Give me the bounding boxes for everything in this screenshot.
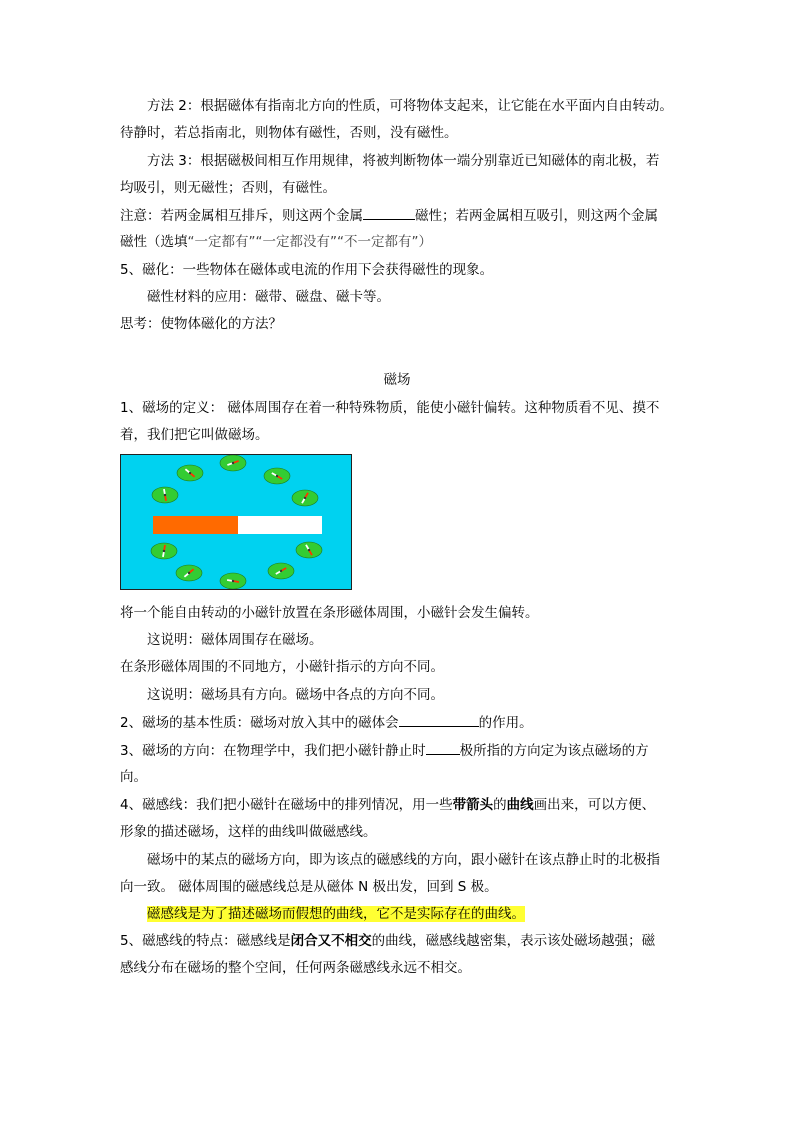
direction-line2: 向。 xyxy=(120,769,147,785)
fl-text-a: 4、磁感线：我们把小磁针在磁场中的排列情况，用一些 xyxy=(120,797,453,813)
features-bold: 闭合又不相交 xyxy=(290,933,372,949)
direction-text-b: 极所指的方向定为该点磁场的方 xyxy=(459,743,649,759)
observation1-explain: 这说明：磁体周围存在磁场。 xyxy=(147,632,323,648)
compass-needle-icon xyxy=(220,455,246,471)
magnet-north-half xyxy=(153,516,238,534)
compass-needle-icon xyxy=(292,490,318,506)
property-text-b: 的作用。 xyxy=(478,715,533,731)
features-text-b: 的曲线，磁感线越密集，表示该处磁场越强；磁 xyxy=(371,933,656,949)
observation2-explain: 这说明：磁场具有方向。磁场中各点的方向不同。 xyxy=(147,687,444,703)
observation1-line: 将一个能自由转动的小磁针放置在条形磁体周围，小磁针会发生偏转。 xyxy=(120,605,539,621)
note-text-a: 注意：若两金属相互排斥，则这两个金属 xyxy=(120,208,363,224)
field-direction-line2: 向一致。 磁体周围的磁感线总是从磁体 N 极出发，回到 S 极。 xyxy=(120,879,498,895)
compass-needle-icon xyxy=(268,563,294,579)
application-line: 磁性材料的应用：磁带、磁盘、磁卡等。 xyxy=(147,289,390,305)
compass-needle-icon xyxy=(264,468,290,484)
compass-needle-icon xyxy=(296,542,322,558)
features-line2: 感线分布在磁场的整个空间，任何两条磁感线永远不相交。 xyxy=(120,960,471,976)
direction-text-a: 3、磁场的方向：在物理学中，我们把小磁针静止时 xyxy=(120,743,426,759)
definition-line1: 1、磁场的定义： 磁体周围存在着一种特殊物质，能使小磁针偏转。这种物质看不见、摸不 xyxy=(120,400,660,416)
compass-needle-icon xyxy=(151,543,177,559)
fl-bold-curve: 曲线 xyxy=(506,797,534,813)
bar-magnet-compass-figure xyxy=(120,454,352,590)
note-line1 xyxy=(120,205,680,226)
fl-bold-arrow: 带箭头 xyxy=(452,797,494,813)
features-line1 xyxy=(120,931,680,951)
method2-line2: 待静时，若总指南北，则物体有磁性，否则，没有磁性。 xyxy=(120,125,458,141)
note-text-c: 磁性（选填 xyxy=(120,234,188,250)
note-text-b: 磁性；若两金属相互吸引，则这两个金属 xyxy=(415,208,658,224)
features-text-a: 5、磁感线的特点：磁感线是 xyxy=(120,933,291,949)
magnet-south-half xyxy=(238,516,322,534)
compass-needle-icon xyxy=(177,465,203,481)
method3-line2: 均吸引，则无磁性；否则，有磁性。 xyxy=(120,180,336,196)
direction-line1 xyxy=(120,740,680,761)
compass-needle-icon xyxy=(176,565,202,581)
highlight-line xyxy=(147,904,707,924)
magnetization-line: 5、磁化：一些物体在磁体或电流的作用下会获得磁性的现象。 xyxy=(120,262,494,278)
property-line xyxy=(120,712,680,733)
fill-blank-2[interactable] xyxy=(399,712,479,727)
method3-line1: 方法 3：根据磁极间相互作用规律，将被判断物体一端分别靠近已知磁体的南北极，若 xyxy=(147,153,660,169)
method2-line1: 方法 2：根据磁体有指南北方向的性质，可将物体支起来，让它能在水平面内自由转动。 xyxy=(147,98,673,114)
compass-needle-icon xyxy=(220,573,246,589)
compass-needle-icon xyxy=(152,487,178,503)
section-title: 磁场 xyxy=(383,372,411,388)
highlight-text: 磁感线是为了描述磁场而假想的曲线，它不是实际存在的曲线。 xyxy=(147,906,525,922)
fill-blank-1[interactable] xyxy=(363,205,415,220)
field-line-def1 xyxy=(120,795,680,815)
definition-line2: 着，我们把它叫做磁场。 xyxy=(120,427,269,443)
observation2-line: 在条形磁体周围的不同地方，小磁针指示的方向不同。 xyxy=(120,659,444,675)
fl-text-c: 画出来，可以方便、 xyxy=(533,797,656,813)
figure-svg xyxy=(121,455,351,589)
property-text-a: 2、磁场的基本性质：磁场对放入其中的磁体会 xyxy=(120,715,399,731)
field-line-def2: 形象的描述磁场，这样的曲线叫做磁感线。 xyxy=(120,824,377,840)
fl-text-b: 的 xyxy=(493,797,507,813)
think-line: 思考：使物体磁化的方法？ xyxy=(120,316,282,332)
note-options: “一定都有”“一定都没有”“不一定都有”） xyxy=(187,234,432,250)
fill-blank-3[interactable] xyxy=(426,740,460,755)
field-direction-line1: 磁场中的某点的磁场方向，即为该点的磁感线的方向，跟小磁针在该点静止时的北极指 xyxy=(147,852,660,868)
note-line2 xyxy=(120,232,680,252)
